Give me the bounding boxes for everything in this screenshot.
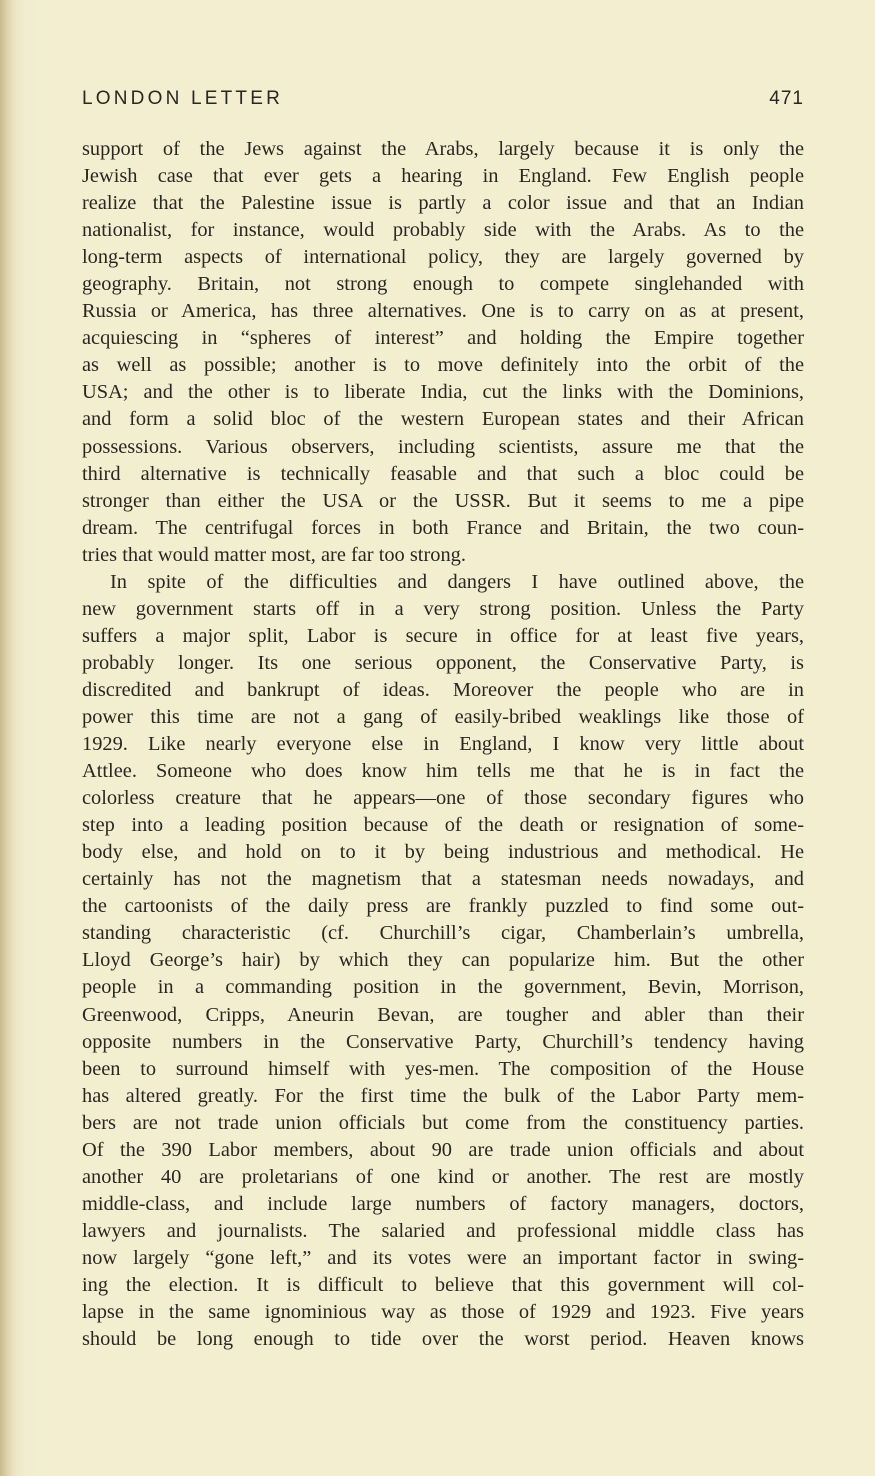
text-line: 1929. Like nearly everyone else in England, I know very little about [82, 733, 804, 756]
text-line: bers are not trade union officials but come from the constituency parties. [82, 1111, 804, 1134]
text-line: the cartoonists of the daily press are frankly puzzled to find some out- [82, 895, 804, 918]
text-line: should be long enough to tide over the worst period. Heaven knows [82, 1328, 804, 1351]
text-line: Attlee. Someone who does know him tells me that he is in fact the [82, 760, 804, 783]
text-line: Lloyd George’s hair) by which they can popularize him. But the other [82, 949, 804, 972]
text-line: standing characteristic (cf. Churchill’s cigar, Chamberlain’s umbrella, [82, 922, 804, 945]
text-line: middle-class, and include large numbers of factory managers, doctors, [82, 1192, 804, 1215]
paragraph-start-line: In spite of the difficulties and dangers I have outlined above, the [110, 570, 804, 593]
text-line: long-term aspects of international policy, they are largely governed by [82, 246, 804, 269]
text-line: dream. The centrifugal forces in both France and Britain, the two coun- [82, 516, 804, 539]
text-line: has altered greatly. For the first time the bulk of the Labor Party mem- [82, 1084, 804, 1107]
running-header [82, 88, 804, 118]
text-line: support of the Jews against the Arabs, largely because it is only the [82, 138, 804, 160]
text-line: Of the 390 Labor members, about 90 are trade union officials and about [82, 1138, 804, 1161]
text-line: certainly has not the magnetism that a statesman needs nowadays, and [82, 868, 804, 891]
text-line: Russia or America, has three alternatives. One is to carry on as at present, [82, 300, 804, 323]
text-line: ing the election. It is difficult to believe that this government will col- [82, 1273, 804, 1296]
text-line: as well as possible; another is to move definitely into the orbit of the [82, 354, 804, 377]
text-line: probably longer. Its one serious opponent, the Conservative Party, is [82, 651, 804, 674]
text-line: stronger than either the USA or the USSR. But it seems to me a pipe [82, 489, 804, 512]
text-line: tries that would matter most, are far too strong. [82, 543, 466, 566]
text-line: USA; and the other is to liberate India, cut the links with the Dominions, [82, 381, 804, 404]
text-line: suffers a major split, Labor is secure in office for at least five years, [82, 624, 804, 647]
text-line: colorless creature that he appears—one of those secondary figures who [82, 787, 804, 810]
text-line: possessions. Various observers, including scientists, assure me that the [82, 435, 804, 458]
text-line: Greenwood, Cripps, Aneurin Bevan, are tougher and abler than their [82, 1003, 804, 1026]
text-line: step into a leading position because of the death or resignation of some- [82, 814, 804, 837]
text-line: now largely “gone left,” and its votes were an important factor in swing- [82, 1246, 804, 1269]
text-line: lawyers and journalists. The salaried and professional middle class has [82, 1219, 804, 1242]
text-line: power this time are not a gang of easily-bribed weaklings like those of [82, 705, 804, 728]
text-line: and form a solid bloc of the western European states and their African [82, 408, 804, 431]
text-line: geography. Britain, not strong enough to compete singlehanded with [82, 273, 804, 296]
text-line: body else, and hold on to it by being industrious and methodical. He [82, 841, 804, 864]
page-number: 471 [769, 88, 804, 109]
text-line: new government starts off in a very strong position. Unless the Party [82, 597, 804, 620]
text-line: realize that the Palestine issue is partly a color issue and that an Indian [82, 192, 804, 215]
text-line: opposite numbers in the Conservative Party, Churchill’s tendency having [82, 1030, 804, 1053]
body-text [82, 136, 804, 1353]
text-line: Jewish case that ever gets a hearing in England. Few English people [82, 165, 804, 188]
text-line: discredited and bankrupt of ideas. Moreover the people who are in [82, 678, 804, 701]
text-line: been to surround himself with yes-men. The composition of the House [82, 1057, 804, 1080]
running-title: LONDON LETTER [82, 88, 284, 109]
text-line: another 40 are proletarians of one kind or another. The rest are mostly [82, 1165, 804, 1188]
text-line: acquiescing in “spheres of interest” and holding the Empire together [82, 327, 804, 350]
text-line: third alternative is technically feasable and that such a bloc could be [82, 462, 804, 485]
text-line: lapse in the same ignominious way as those of 1929 and 1923. Five years [82, 1301, 804, 1324]
text-line: people in a commanding position in the government, Bevin, Morrison, [82, 976, 804, 999]
text-line: nationalist, for instance, would probably side with the Arabs. As to the [82, 219, 804, 242]
